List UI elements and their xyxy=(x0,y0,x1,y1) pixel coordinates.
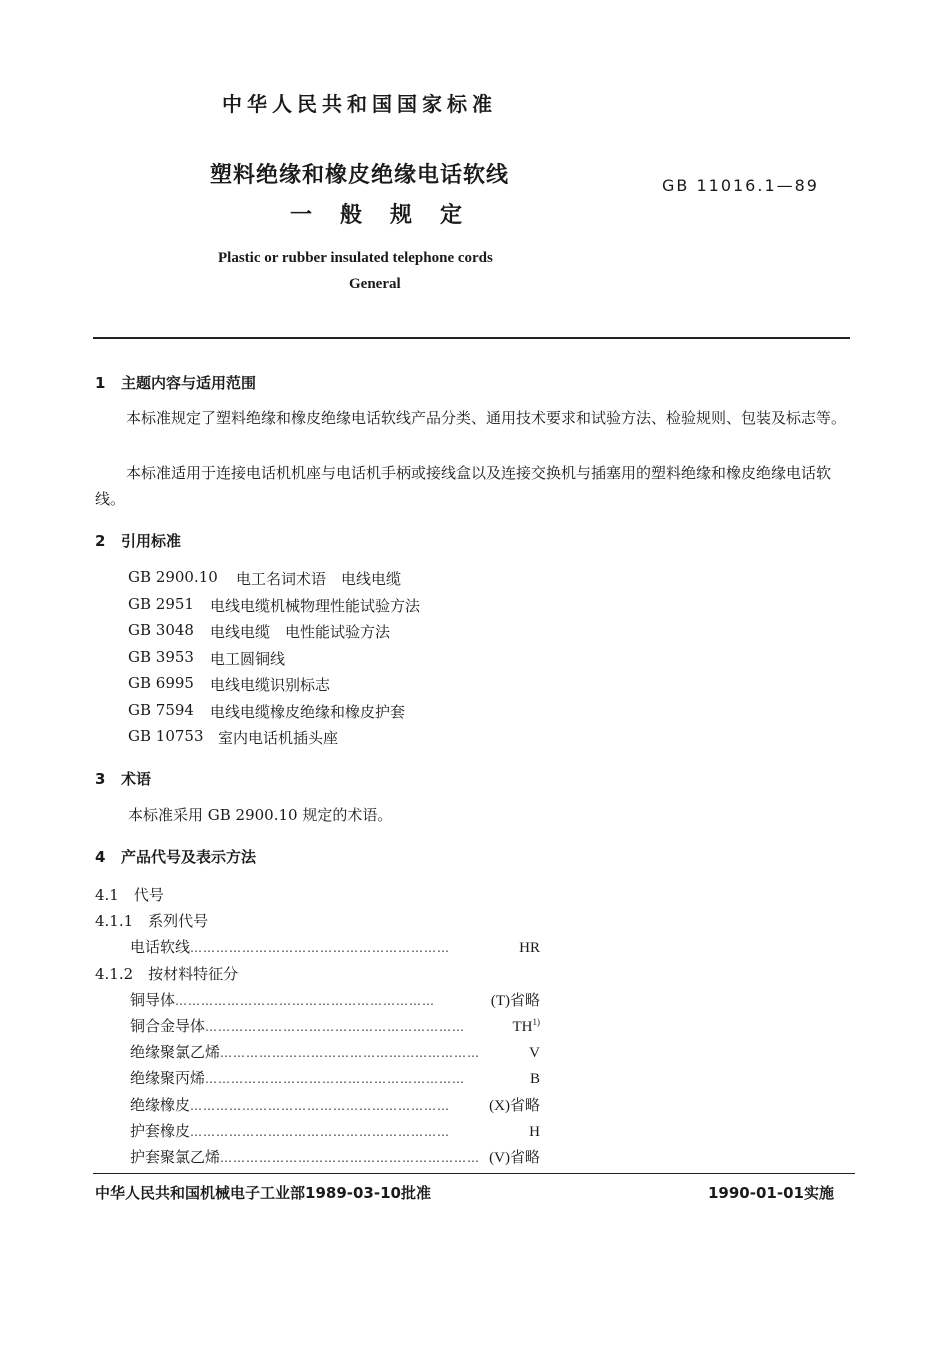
code-value: HR xyxy=(519,940,540,956)
code-value: (V)省略 xyxy=(489,1150,540,1166)
code-value: V xyxy=(529,1045,540,1061)
code-row-material xyxy=(130,1094,540,1120)
code-value: (T)省略 xyxy=(490,993,540,1009)
section-1-paragraph-1: 本标准规定了塑料绝缘和橡皮绝缘电话软线产品分类、通用技术要求和试验方法、检验规则、包装及标志等。 xyxy=(126,409,847,427)
subsection-4-1: 4.1 代号 xyxy=(95,886,164,904)
leader-dots: …………………………………………………… xyxy=(205,1072,466,1086)
reference-item xyxy=(128,727,420,754)
code-label: 铜导体 xyxy=(130,991,176,1009)
code-row-material xyxy=(130,989,540,1015)
code-row-material xyxy=(130,1015,540,1041)
section-number: 1 xyxy=(95,374,106,392)
leader-dots: …………………………………………………… xyxy=(175,994,436,1008)
document-title: 塑料绝缘和橡皮绝缘电话软线 xyxy=(210,163,510,188)
reference-title: 电线电缆机械物理性能试验方法 xyxy=(210,596,421,615)
leader-dots: …………………………………………………… xyxy=(190,941,451,955)
reference-code: GB 3048 xyxy=(128,621,194,639)
reference-code: GB 10753 xyxy=(128,727,204,745)
code-value: B xyxy=(529,1071,540,1087)
reference-code: GB 6995 xyxy=(128,674,194,692)
english-subtitle: General xyxy=(349,276,401,292)
code-value: (X)省略 xyxy=(489,1098,540,1114)
reference-code: GB 7594 xyxy=(128,700,194,719)
code-value: H xyxy=(529,1124,540,1140)
leader-dots: …………………………………………………… xyxy=(220,1151,481,1165)
reference-item xyxy=(128,648,420,675)
reference-item xyxy=(128,621,420,648)
code-value-text: TH xyxy=(512,1019,533,1035)
section-number: 3 xyxy=(95,770,106,788)
section-1-heading xyxy=(95,372,256,393)
english-title: Plastic or rubber insulated telephone cords xyxy=(218,250,493,266)
standard-number: GB 11016.1—89 xyxy=(662,176,819,195)
section-title: 引用标准 xyxy=(121,532,182,550)
leader-dots: …………………………………………………… xyxy=(205,1020,466,1034)
reference-item xyxy=(128,595,420,622)
code-row-material xyxy=(130,1146,540,1172)
section-title: 术语 xyxy=(121,770,152,788)
code-label: 护套橡皮 xyxy=(130,1122,191,1140)
reference-title: 电线电缆识别标志 xyxy=(210,676,331,694)
code-row-material xyxy=(130,1067,540,1093)
subsection-4-1-1: 4.1.1 系列代号 xyxy=(95,912,209,930)
code-label: 电话软线 xyxy=(130,938,191,956)
approval-statement: 中华人民共和国机械电子工业部1989-03-10批准 xyxy=(95,1184,431,1202)
reference-item xyxy=(128,674,420,701)
code-label: 绝缘聚氯乙烯 xyxy=(130,1043,221,1061)
reference-code: GB 3953 xyxy=(128,647,194,666)
document-subtitle: 一般规定 xyxy=(290,203,491,228)
reference-title: 电工名词术语 电线电缆 xyxy=(236,570,402,588)
subsection-4-1-2: 4.1.2 按材料特征分 xyxy=(95,965,239,983)
footnote-marker: 1) xyxy=(532,1017,540,1027)
section-number: 2 xyxy=(95,532,106,550)
leader-dots: …………………………………………………… xyxy=(190,1099,451,1113)
reference-code: GB 2951 xyxy=(128,594,194,613)
leader-dots: …………………………………………………… xyxy=(190,1125,451,1139)
section-title: 主题内容与适用范围 xyxy=(121,374,257,392)
code-label: 绝缘聚丙烯 xyxy=(130,1069,206,1087)
code-value xyxy=(513,1017,541,1036)
reference-title: 室内电话机插头座 xyxy=(218,729,339,747)
issuing-body: 中华人民共和国国家标准 xyxy=(222,92,497,116)
reference-item xyxy=(128,568,420,595)
code-label: 绝缘橡皮 xyxy=(130,1096,191,1114)
reference-title: 电线电缆橡皮绝缘和橡皮护套 xyxy=(210,702,406,721)
reference-list xyxy=(128,568,420,754)
footer-rule xyxy=(93,1173,855,1174)
header-rule xyxy=(93,337,850,339)
effective-date: 1990-01-01实施 xyxy=(708,1184,834,1202)
code-row-material xyxy=(130,1041,540,1067)
section-1-paragraph-2: 本标准适用于连接电话机机座与电话机手柄或接线盒以及连接交换机与插塞用的塑料绝缘和橡皮绝缘电话软线。 xyxy=(95,464,832,508)
code-row-material xyxy=(130,1120,540,1146)
section-number: 4 xyxy=(95,848,106,866)
code-label: 护套聚氯乙烯 xyxy=(130,1148,221,1166)
reference-title: 电线电缆 电性能试验方法 xyxy=(210,623,391,641)
code-row-series xyxy=(130,936,540,962)
code-label: 铜合金导体 xyxy=(130,1017,206,1035)
leader-dots: …………………………………………………… xyxy=(220,1046,481,1060)
section-2-heading xyxy=(95,530,181,551)
section-4-heading xyxy=(95,846,256,867)
reference-title: 电工圆铜线 xyxy=(210,649,286,668)
reference-item xyxy=(128,701,420,728)
section-title: 产品代号及表示方法 xyxy=(121,848,257,866)
reference-code: GB 2900.10 xyxy=(128,568,218,586)
section-3-paragraph: 本标准采用 GB 2900.10 规定的术语。 xyxy=(128,806,393,824)
section-3-heading xyxy=(95,768,151,789)
